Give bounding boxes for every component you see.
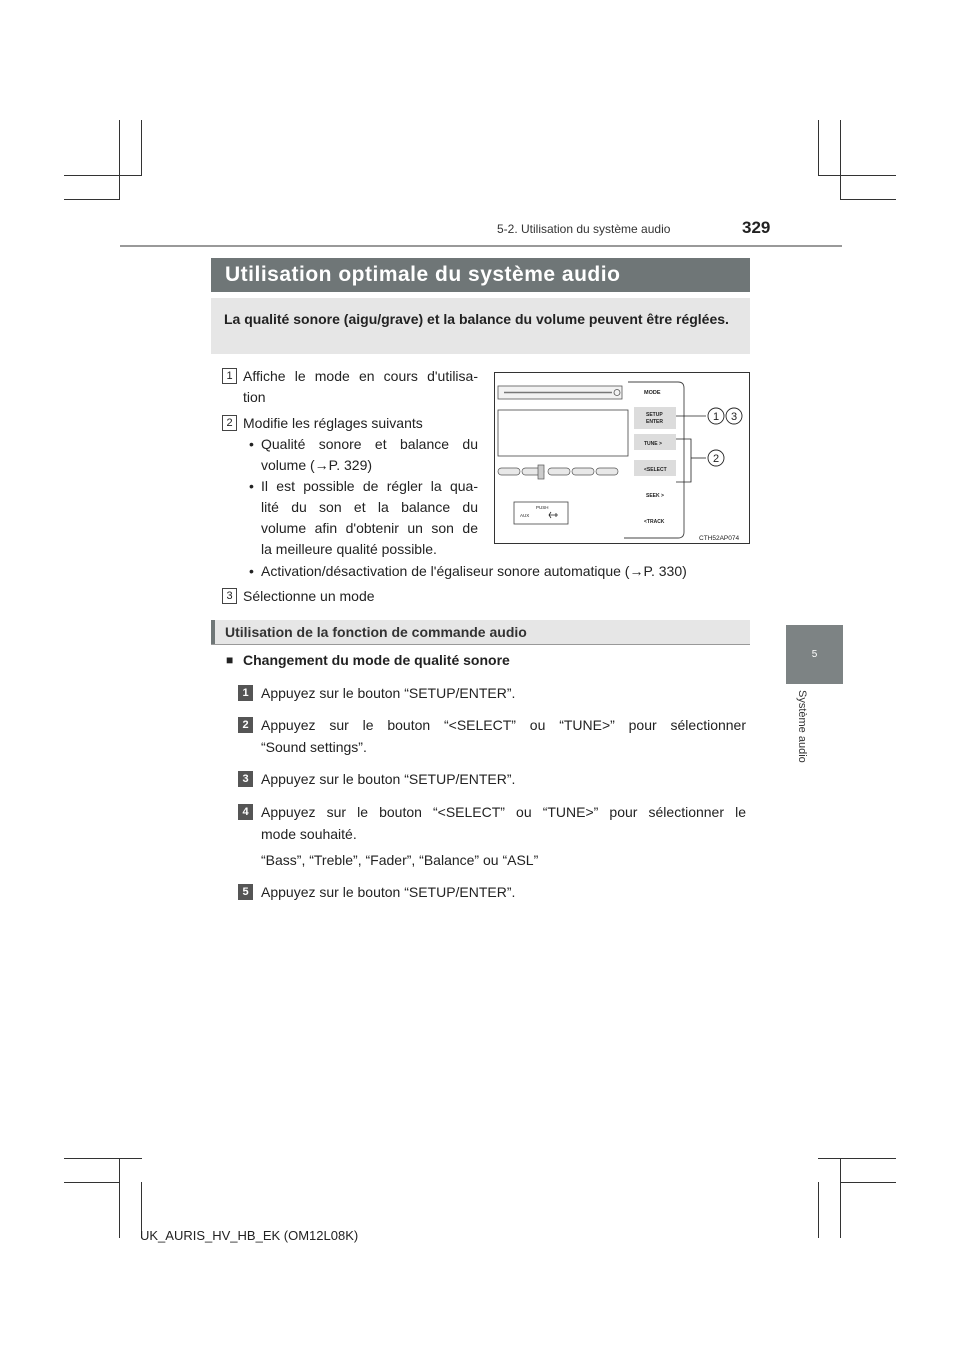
- step-number: 2: [238, 717, 253, 733]
- callout-2-text: Modifie les réglages suivants: [243, 415, 423, 431]
- enter-label: ENTER: [646, 419, 663, 425]
- preset-button: [596, 468, 618, 475]
- crop-mark: [64, 175, 142, 176]
- callout-3-text: Sélectionne un mode: [243, 588, 375, 604]
- track-label: <TRACK: [644, 519, 665, 525]
- step-1-text: Appuyez sur le bouton “SETUP/ENTER”.: [261, 685, 516, 701]
- page-number: 329: [742, 218, 771, 237]
- crop-mark: [840, 199, 896, 200]
- bullet-3-line-1: Activation/désactivation de l'égaliseur sonore automatique (→P. 330): [261, 563, 687, 579]
- subsection-rule: [211, 644, 750, 645]
- step-4-line-1: Appuyez sur le bouton “<SELECT” ou “TUNE>” pour sélectionner le: [261, 804, 746, 820]
- bullet-dot: •: [249, 478, 254, 494]
- step-2-line-2: “Sound settings”.: [261, 739, 367, 755]
- callout-number: 2: [222, 415, 237, 431]
- section-breadcrumb: 5-2. Utilisation du système audio: [497, 222, 671, 236]
- crop-mark: [840, 120, 841, 200]
- callout-1-line-1: Affiche le mode en cours d'utilisa-: [243, 368, 478, 384]
- crop-mark: [64, 1158, 142, 1159]
- header-rule: [120, 245, 842, 247]
- bullet-dot: •: [249, 436, 254, 452]
- crop-mark: [840, 1182, 896, 1183]
- bullet-dot: •: [249, 563, 254, 579]
- preset-button: [572, 468, 594, 475]
- seek-label: SEEK >: [646, 493, 664, 499]
- select-label: <SELECT: [644, 467, 667, 473]
- bullet-2-line-3: volume afin d'obtenir un son de: [261, 520, 478, 536]
- crop-mark: [840, 1158, 841, 1238]
- volume-knob: [538, 465, 544, 479]
- square-bullet: ■: [226, 653, 234, 667]
- step-4-note: “Bass”, “Treble”, “Fader”, “Balance” ou “ASL”: [261, 852, 539, 868]
- crop-mark: [818, 1182, 819, 1238]
- step-5-text: Appuyez sur le bouton “SETUP/ENTER”.: [261, 884, 516, 900]
- crop-mark: [64, 199, 120, 200]
- aux-label: AUX: [520, 513, 530, 518]
- callout-circle-3-label: 3: [730, 411, 738, 423]
- callout-circle-1-label: 1: [712, 411, 720, 423]
- crop-mark: [119, 1158, 120, 1238]
- crop-mark: [818, 120, 819, 175]
- intro-text: La qualité sonore (aigu/grave) et la balance du volume peuvent être réglées.: [211, 298, 750, 354]
- crop-mark: [119, 120, 120, 200]
- bullet-2-line-4: la meilleure qualité possible.: [261, 541, 437, 557]
- procedure-heading: Changement du mode de qualité sonore: [243, 652, 510, 668]
- callout-1-line-2: tion: [243, 389, 266, 405]
- tune-label: TUNE >: [644, 441, 662, 447]
- step-number: 1: [238, 685, 253, 701]
- crop-mark: [64, 1182, 120, 1183]
- bullet-1-line-1: Qualité sonore et balance du: [261, 436, 478, 452]
- figure-code: CTH52AP074: [699, 535, 740, 542]
- bullet-2-line-1: Il est possible de régler la qua-: [261, 478, 478, 494]
- chapter-label: Système audio: [796, 690, 808, 763]
- callout-number: 3: [222, 588, 237, 604]
- step-number: 4: [238, 804, 253, 820]
- chapter-tab: [786, 625, 843, 684]
- page-title: Utilisation optimale du système audio: [211, 258, 750, 292]
- callout-number: 1: [222, 368, 237, 384]
- preset-button: [548, 468, 570, 475]
- crop-mark: [818, 175, 896, 176]
- audio-panel-figure: [494, 372, 750, 544]
- document-code: UK_AURIS_HV_HB_EK (OM12L08K): [140, 1228, 359, 1243]
- step-3-text: Appuyez sur le bouton “SETUP/ENTER”.: [261, 771, 516, 787]
- step-number: 3: [238, 771, 253, 787]
- step-number: 5: [238, 884, 253, 900]
- subsection-title: Utilisation de la fonction de commande audio: [211, 620, 750, 644]
- display-screen: [498, 410, 628, 456]
- setup-enter-button: [634, 407, 676, 429]
- mode-button-label: MODE: [644, 390, 661, 396]
- step-2-line-1: Appuyez sur le bouton “<SELECT” ou “TUNE>” pour sélectionner: [261, 717, 746, 733]
- setup-label: SETUP: [646, 412, 663, 418]
- crop-mark: [818, 1158, 896, 1159]
- callout-circle-2-label: 2: [712, 453, 720, 465]
- bullet-1-line-2: volume (→P. 329): [261, 457, 373, 473]
- push-label: PUSH: [536, 505, 549, 510]
- audio-panel-illustration: [494, 372, 750, 544]
- preset-button: [498, 468, 520, 475]
- chapter-number: 5: [811, 649, 818, 660]
- bullet-2-line-2: lité du son et la balance du: [261, 499, 478, 515]
- step-4-line-2: mode souhaité.: [261, 826, 357, 842]
- crop-mark: [141, 120, 142, 175]
